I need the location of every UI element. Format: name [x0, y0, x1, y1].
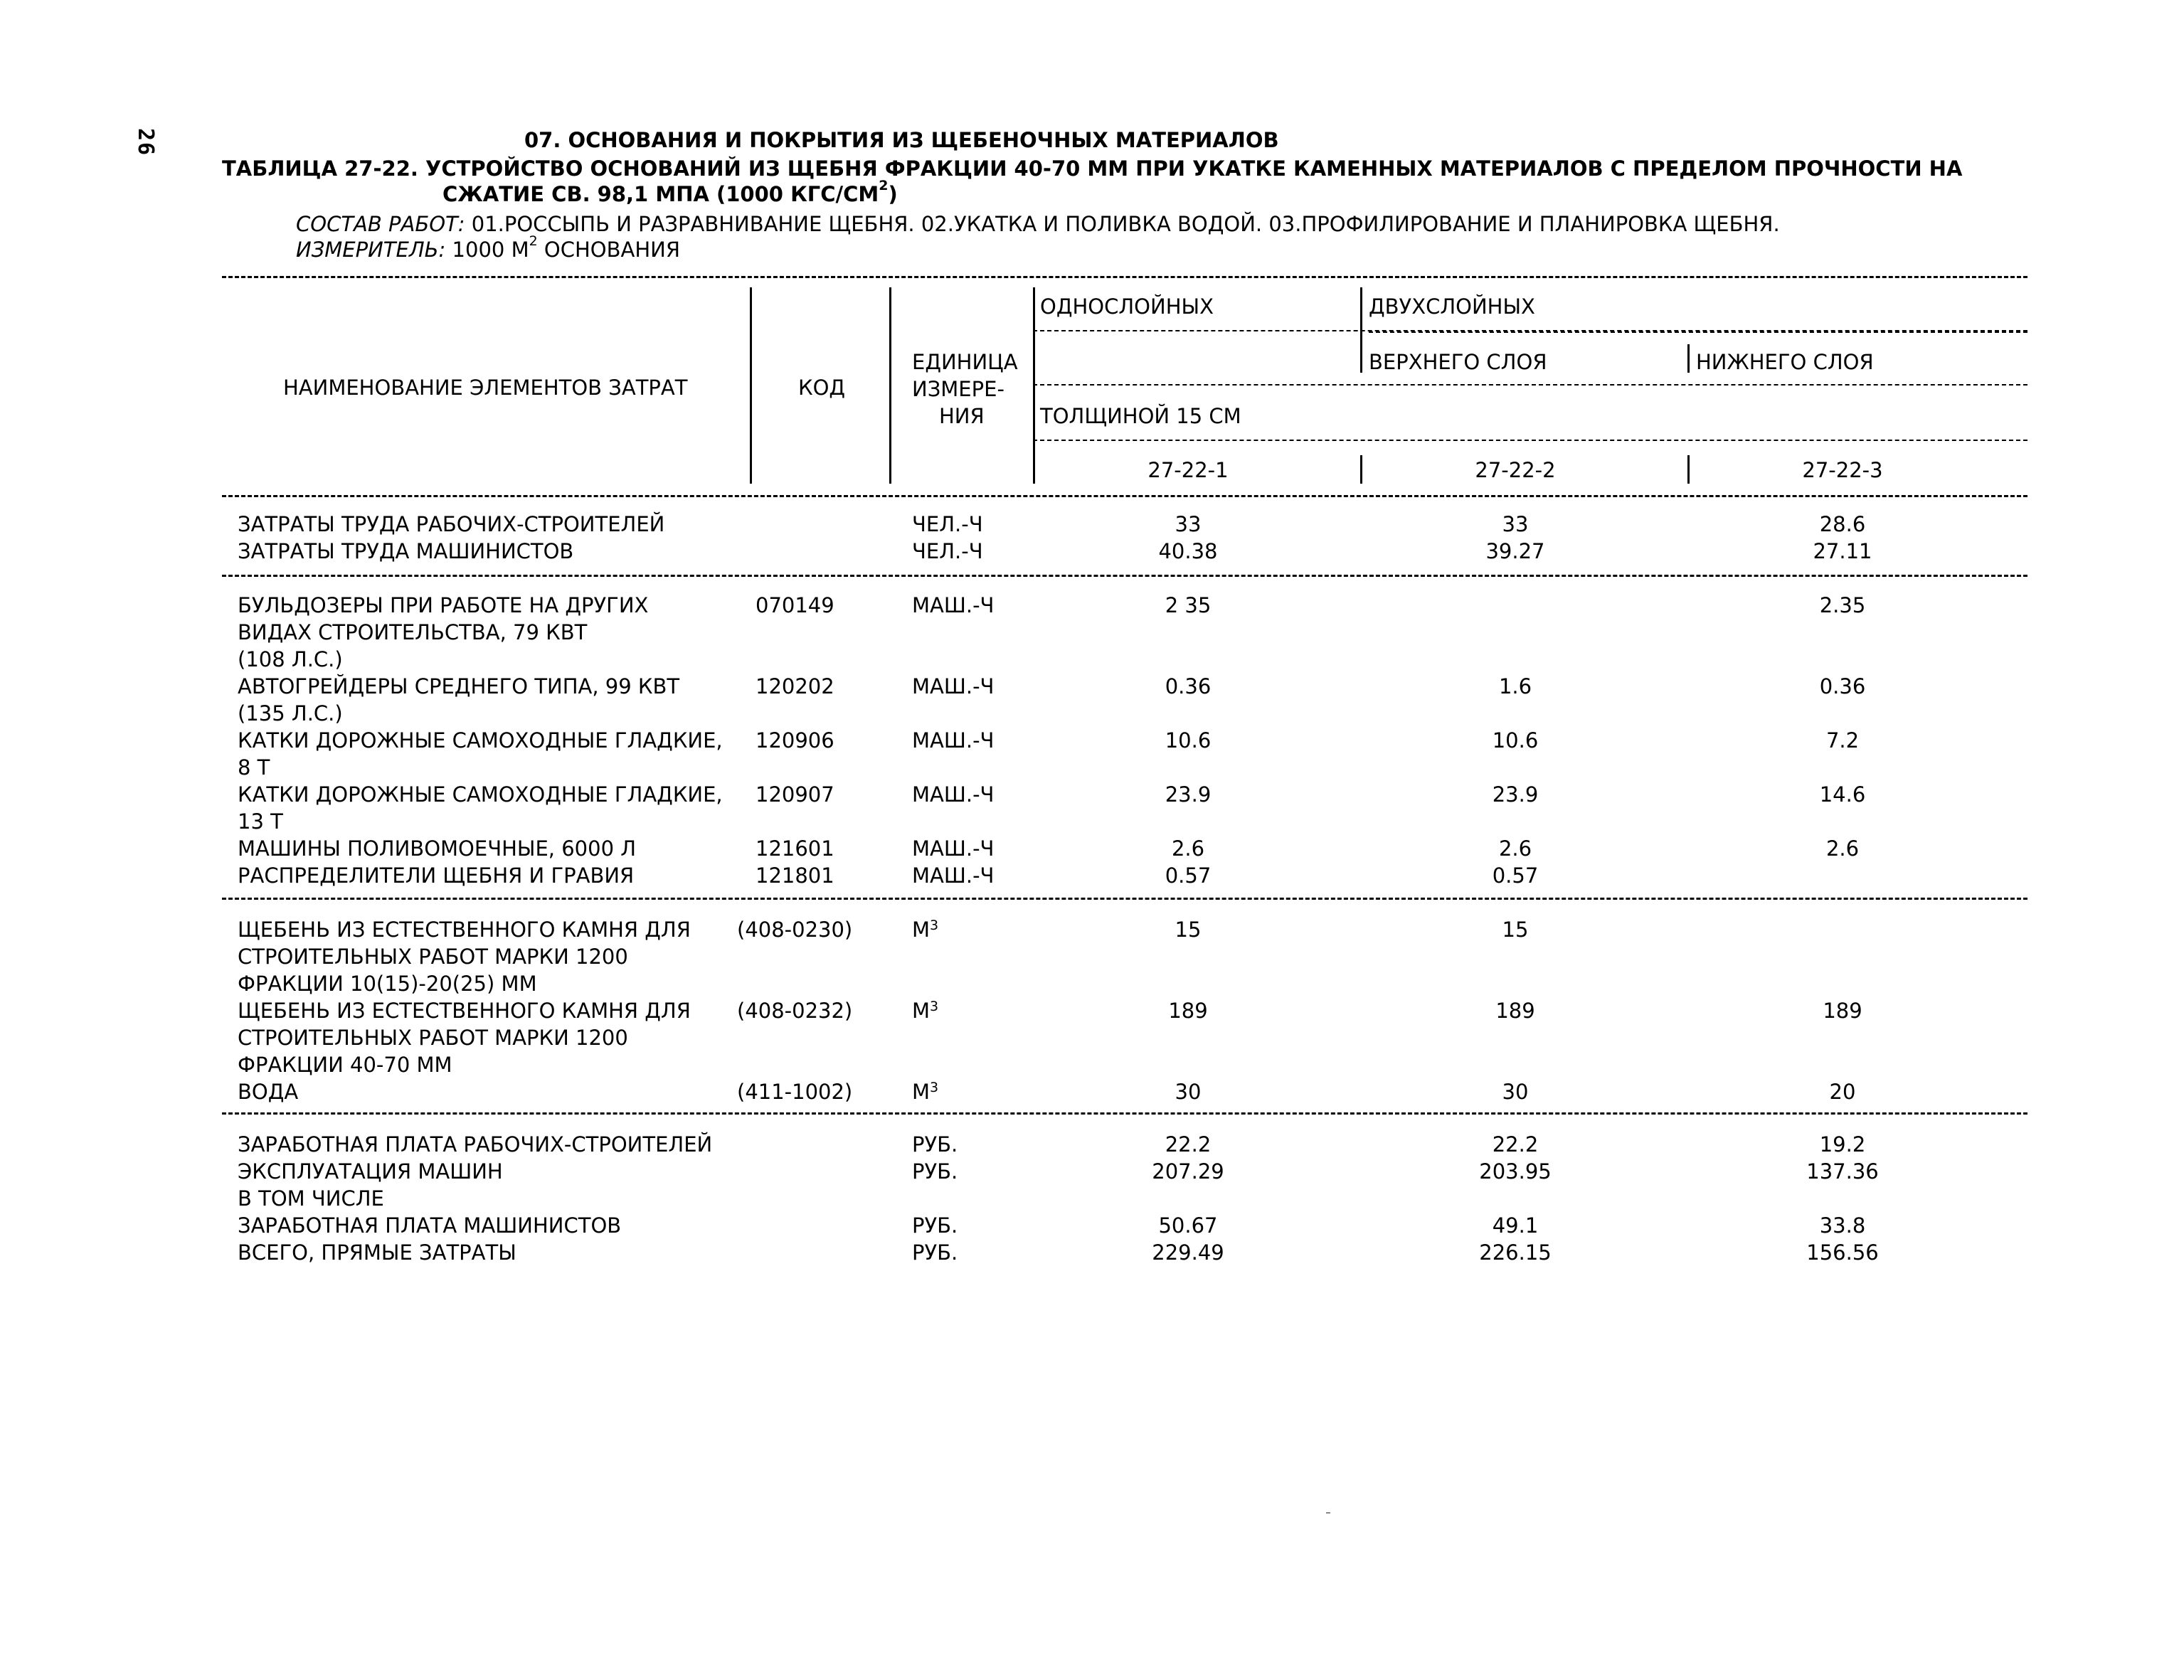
row-name: 8 Т	[238, 755, 270, 780]
row-value-v2: 2.6	[1498, 836, 1532, 861]
header-name: НАИМЕНОВАНИЕ ЭЛЕМЕНТОВ ЗАТРАТ	[283, 376, 688, 400]
row-name: (108 Л.С.)	[238, 647, 343, 671]
row-unit	[912, 916, 938, 943]
row-value-v1: 23.9	[1165, 782, 1212, 807]
row-value-v1: 33	[1175, 512, 1202, 536]
header-code: КОД	[798, 376, 846, 400]
row-value-v2: 22.2	[1492, 1132, 1539, 1157]
row-unit	[912, 835, 994, 862]
row-code: 121801	[756, 863, 834, 888]
row-name: ФРАКЦИИ 40-70 ММ	[238, 1053, 452, 1077]
row-unit	[912, 781, 994, 808]
row-unit-text: МАШ.-Ч	[912, 728, 995, 753]
row-value-v2: 33	[1502, 512, 1529, 536]
row-value-v3: 27.11	[1813, 539, 1872, 563]
group-rule-1	[222, 575, 2027, 577]
row-unit	[912, 1239, 958, 1266]
row-unit	[912, 673, 994, 700]
row-unit-text: МАШ.-Ч	[912, 863, 995, 888]
row-value-v3: 33.8	[1819, 1213, 1866, 1238]
work-label: СОСТАВ РАБОТ:	[296, 212, 465, 236]
row-value-v1: 30	[1175, 1080, 1202, 1104]
row-value-v2: 10.6	[1492, 728, 1539, 753]
row-value-v2: 0.57	[1492, 863, 1539, 888]
col-divider-lower	[1687, 344, 1690, 373]
section-title: 07. ОСНОВАНИЯ И ПОКРЫТИЯ ИЗ ЩЕБЕНОЧНЫХ МАТЕРИАЛОВ	[524, 128, 1279, 152]
work-composition	[296, 212, 1780, 236]
row-unit-text: МАШ.-Ч	[912, 836, 995, 861]
measure-line	[296, 233, 680, 262]
row-unit	[912, 727, 994, 754]
table-title-line2	[442, 178, 898, 206]
row-value-v3: 137.36	[1806, 1159, 1879, 1184]
table-title-text: СЖАТИЕ СВ. 98,1 МПА (1000 КГС/СМ	[442, 182, 879, 206]
row-code: 120907	[756, 782, 834, 807]
col-divider-unit	[889, 287, 891, 484]
row-name: ВОДА	[238, 1080, 299, 1104]
row-value-v1: 15	[1175, 918, 1202, 942]
row-value-v3: 19.2	[1819, 1132, 1866, 1157]
row-value-v3: 189	[1823, 999, 1862, 1023]
row-unit	[912, 592, 994, 619]
row-value-v1: 0.57	[1165, 863, 1212, 888]
row-value-v3: 20	[1829, 1080, 1856, 1104]
col-divider-col3	[1687, 455, 1690, 484]
header-double: ДВУХСЛОЙНЫХ	[1369, 294, 1535, 319]
row-value-v2: 15	[1502, 918, 1529, 942]
row-code: (411-1002)	[737, 1080, 853, 1104]
table-title-end: )	[888, 182, 898, 206]
row-name: АВТОГРЕЙДЕРЫ СРЕДНЕГО ТИПА, 99 КВТ	[238, 674, 680, 698]
row-name: БУЛЬДОЗЕРЫ ПРИ РАБОТЕ НА ДРУГИХ	[238, 593, 649, 617]
row-name: КАТКИ ДОРОЖНЫЕ САМОХОДНЫЕ ГЛАДКИЕ,	[238, 782, 723, 807]
group-rule-3	[222, 1112, 2027, 1115]
row-unit-text: РУБ.	[912, 1240, 958, 1265]
table-title-line1: ТАБЛИЦА 27-22. УСТРОЙСТВО ОСНОВАНИЙ ИЗ ЩЕБНЯ ФРАКЦИИ 40-70 ММ ПРИ УКАТКЕ КАМЕННЫХ МАТЕРИАЛОВ С ПРЕДЕЛОМ ПРОЧНОСТИ НА	[222, 156, 1963, 181]
header-col1: 27-22-1	[1147, 458, 1229, 482]
row-code: 120906	[756, 728, 834, 753]
row-value-v3: 2.6	[1825, 836, 1860, 861]
row-name: ЩЕБЕНЬ ИЗ ЕСТЕСТВЕННОГО КАМНЯ ДЛЯ	[238, 918, 691, 942]
row-name: ЭКСПЛУАТАЦИЯ МАШИН	[238, 1159, 503, 1184]
header-col3: 27-22-3	[1802, 458, 1883, 482]
header-rule-3	[1033, 384, 2027, 386]
row-value-v2: 1.6	[1498, 674, 1532, 698]
row-name: ВСЕГО, ПРЯМЫЕ ЗАТРАТЫ	[238, 1240, 516, 1265]
row-value-v2: 39.27	[1485, 539, 1545, 563]
header-single: ОДНОСЛОЙНЫХ	[1040, 294, 1214, 319]
row-name: ВИДАХ СТРОИТЕЛЬСТВА, 79 КВТ	[238, 620, 588, 644]
row-value-v1: 40.38	[1158, 539, 1218, 563]
row-unit-text: М	[912, 999, 931, 1023]
row-unit	[912, 1212, 958, 1239]
row-unit-text: М	[912, 918, 931, 942]
row-value-v2: 189	[1495, 999, 1535, 1023]
row-unit-text: ЧЕЛ.-Ч	[912, 539, 983, 563]
row-unit	[912, 997, 938, 1024]
row-unit	[912, 538, 983, 565]
row-unit-sup: 3	[930, 999, 939, 1014]
row-name: ЗАТРАТЫ ТРУДА РАБОЧИХ-СТРОИТЕЛЕЙ	[238, 512, 665, 536]
row-value-v1: 2 35	[1165, 593, 1212, 617]
col-divider-values	[1033, 287, 1035, 484]
row-value-v2: 49.1	[1492, 1213, 1539, 1238]
measure-label: ИЗМЕРИТЕЛЬ:	[296, 238, 446, 262]
col-divider-col2	[1360, 455, 1362, 484]
row-unit-text: ЧЕЛ.-Ч	[912, 512, 983, 536]
header-upper: ВЕРХНЕГО СЛОЯ	[1369, 350, 1547, 374]
row-value-v2: 30	[1502, 1080, 1529, 1104]
row-value-v1: 2.6	[1171, 836, 1205, 861]
row-value-v1: 207.29	[1152, 1159, 1224, 1184]
measure-sup: 2	[529, 233, 538, 249]
row-value-v3: 2.35	[1819, 593, 1866, 617]
row-value-v1: 22.2	[1165, 1132, 1212, 1157]
row-value-v3: 7.2	[1825, 728, 1860, 753]
work-text: 01.РОССЫПЬ И РАЗРАВНИВАНИЕ ЩЕБНЯ. 02.УКАТКА И ПОЛИВКА ВОДОЙ. 03.ПРОФИЛИРОВАНИЕ И ПЛАНИРОВКА ЩЕБНЯ.	[471, 212, 1780, 236]
row-unit-text: МАШ.-Ч	[912, 782, 995, 807]
group-rule-2	[222, 898, 2027, 900]
row-name: СТРОИТЕЛЬНЫХ РАБОТ МАРКИ 1200	[238, 1026, 628, 1050]
row-name: СТРОИТЕЛЬНЫХ РАБОТ МАРКИ 1200	[238, 945, 628, 969]
row-value-v1: 0.36	[1165, 674, 1212, 698]
header-unit-1: ЕДИНИЦА	[912, 350, 1018, 374]
row-name: ЗАРАБОТНАЯ ПЛАТА РАБОЧИХ-СТРОИТЕЛЕЙ	[238, 1132, 713, 1157]
row-name: ЗАРАБОТНАЯ ПЛАТА МАШИНИСТОВ	[238, 1213, 622, 1238]
row-name: 13 Т	[238, 809, 283, 834]
row-value-v3: 0.36	[1819, 674, 1866, 698]
table-title-sup: 2	[879, 178, 889, 193]
row-unit	[912, 1158, 958, 1185]
scan-speck	[1326, 1512, 1330, 1514]
row-name: В ТОМ ЧИСЛЕ	[238, 1186, 384, 1211]
row-unit	[912, 1078, 938, 1105]
row-name: МАШИНЫ ПОЛИВОМОЕЧНЫЕ, 6000 Л	[238, 836, 637, 861]
col-divider-code	[750, 287, 752, 484]
header-lower: НИЖНЕГО СЛОЯ	[1696, 350, 1874, 374]
row-value-v2: 226.15	[1479, 1240, 1552, 1265]
row-unit	[912, 862, 994, 889]
row-name: КАТКИ ДОРОЖНЫЕ САМОХОДНЫЕ ГЛАДКИЕ,	[238, 728, 723, 753]
row-code: 120202	[756, 674, 834, 698]
row-code: 070149	[756, 593, 834, 617]
row-name: (135 Л.С.)	[238, 701, 343, 725]
measure-unit: ОСНОВАНИЯ	[544, 238, 680, 262]
row-value-v2: 203.95	[1479, 1159, 1552, 1184]
row-unit	[912, 1131, 958, 1158]
row-code: (408-0230)	[737, 918, 853, 942]
row-unit-text: РУБ.	[912, 1132, 958, 1157]
header-col2: 27-22-2	[1475, 458, 1556, 482]
row-code: 121601	[756, 836, 834, 861]
header-unit-2: ИЗМЕРЕ-	[912, 377, 1004, 401]
table-top-rule	[222, 276, 2027, 278]
row-unit-text: РУБ.	[912, 1159, 958, 1184]
row-unit-sup: 3	[930, 918, 939, 933]
page-number: 26	[133, 128, 158, 157]
header-bottom-rule	[222, 495, 2027, 497]
row-value-v1: 10.6	[1165, 728, 1212, 753]
header-unit-3: НИЯ	[939, 404, 985, 428]
header-rule-2	[1369, 331, 2027, 333]
row-value-v3: 28.6	[1819, 512, 1866, 536]
row-value-v1: 50.67	[1158, 1213, 1218, 1238]
col-divider-double	[1360, 287, 1362, 373]
row-name: РАСПРЕДЕЛИТЕЛИ ЩЕБНЯ И ГРАВИЯ	[238, 863, 635, 888]
row-unit-sup: 3	[930, 1080, 939, 1095]
row-unit-text: МАШ.-Ч	[912, 674, 995, 698]
row-unit	[912, 511, 983, 538]
row-name: ЗАТРАТЫ ТРУДА МАШИНИСТОВ	[238, 539, 574, 563]
row-value-v1: 229.49	[1152, 1240, 1224, 1265]
row-value-v3: 14.6	[1819, 782, 1866, 807]
row-unit-text: МАШ.-Ч	[912, 593, 995, 617]
row-name: ФРАКЦИИ 10(15)-20(25) ММ	[238, 972, 537, 996]
measure-value: 1000 М	[452, 238, 529, 262]
header-rule-4	[1033, 440, 2027, 441]
header-thickness: ТОЛЩИНОЙ 15 СМ	[1040, 404, 1241, 428]
row-unit-text: РУБ.	[912, 1213, 958, 1238]
row-code: (408-0232)	[737, 999, 853, 1023]
row-value-v1: 189	[1168, 999, 1208, 1023]
row-unit-text: М	[912, 1080, 931, 1104]
row-value-v2: 23.9	[1492, 782, 1539, 807]
row-value-v3: 156.56	[1806, 1240, 1879, 1265]
row-name: ЩЕБЕНЬ ИЗ ЕСТЕСТВЕННОГО КАМНЯ ДЛЯ	[238, 999, 691, 1023]
